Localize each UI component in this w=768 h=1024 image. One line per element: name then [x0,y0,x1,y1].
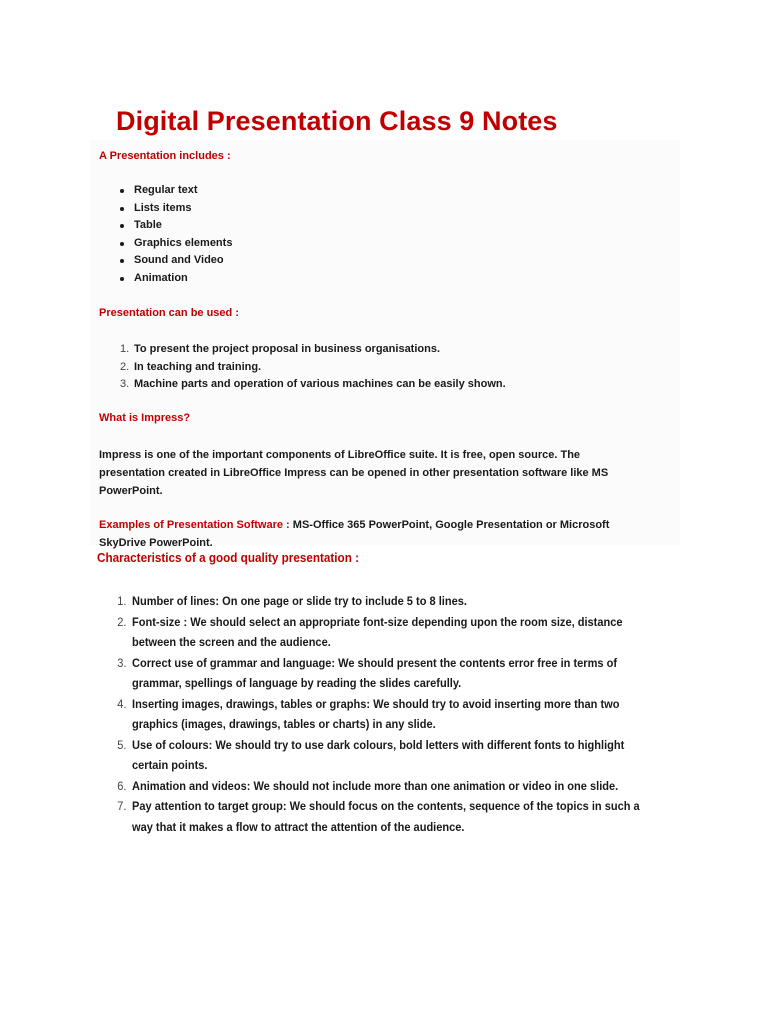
list-item [117,776,647,797]
list-text: Pay attention to target group: We should focus on the contents, sequence of the topics in such a [132,799,640,813]
list-number: 3. [117,655,127,670]
uses-list [120,341,506,394]
list-item [117,694,647,735]
list-text: Number of lines: On one page or slide try to include 5 to 8 lines. [132,594,467,608]
list-number: 7. [117,799,127,813]
list-number: 1. [117,594,127,608]
impress-paragraph [99,446,639,500]
list-item: Lists items [117,200,232,218]
list-item: Sound and Video [117,252,232,270]
list-text: Correct use of grammar and language: We should present the contents error free in terms of [132,655,618,670]
list-text-continued: graphics (images, drawings, tables or charts) in any slide. [132,717,436,731]
includes-list [117,182,232,287]
list-item [120,341,506,359]
list-item [120,359,506,377]
paragraph-line: PowerPoint. [99,485,163,497]
impress-heading: What is Impress? [99,412,191,424]
paragraph-line: Impress is one of the important components of LibreOffice suite. It is free, open source. The [99,449,581,461]
includes-heading: A Presentation includes : [99,150,231,162]
list-text: To present the project proposal in business organisations. [134,343,441,355]
list-text: In teaching and training. [134,360,262,373]
list-number: 4. [117,696,127,711]
list-number: 3. [120,378,130,390]
list-text-continued: between the screen and the audience. [132,635,331,649]
list-item [117,612,647,653]
list-number: 2. [117,614,127,629]
characteristics-list [117,591,692,837]
list-text: Inserting images, drawings, tables or graphs: We should try to avoid inserting more than two [132,696,620,711]
examples-label: Examples of Presentation Software : [99,519,290,531]
list-text-continued: way that it makes a flow to attract the attention of the audience. [132,819,465,834]
list-item: Table [117,217,232,235]
list-text-continued: grammar, spellings of language by reading the slides carefully. [132,676,462,690]
list-item [117,735,647,776]
list-item: Animation [117,270,232,288]
list-number: 6. [117,778,127,793]
list-item: Regular text [117,182,232,200]
list-item: Graphics elements [117,235,232,253]
list-item [117,591,647,612]
list-number: 1. [120,343,130,355]
examples-paragraph [99,516,644,552]
list-text-continued: certain points. [132,758,208,772]
examples-text: SkyDrive PowerPoint. [99,537,213,549]
characteristics-heading: Characteristics of a good quality presentation : [97,550,360,565]
list-text: Animation and videos: We should not include more than one animation or video in one slide. [132,778,619,793]
uses-heading: Presentation can be used : [99,307,239,319]
list-number: 2. [120,360,130,373]
list-number: 5. [117,737,127,752]
examples-text: MS-Office 365 PowerPoint, Google Presentation or Microsoft [289,519,610,531]
list-item [120,376,506,394]
page-title: Digital Presentation Class 9 Notes [116,106,558,136]
list-text: Machine parts and operation of various machines can be easily shown. [134,378,506,390]
list-text: Font-size : We should select an appropriate font-size depending upon the room size, distance [132,614,623,629]
list-item [117,796,647,837]
paragraph-line: presentation created in LibreOffice Impress can be opened in other presentation software like MS [99,467,609,479]
list-text: Use of colours: We should try to use dark colours, bold letters with different fonts to highlight [132,737,625,752]
list-item [117,653,647,694]
